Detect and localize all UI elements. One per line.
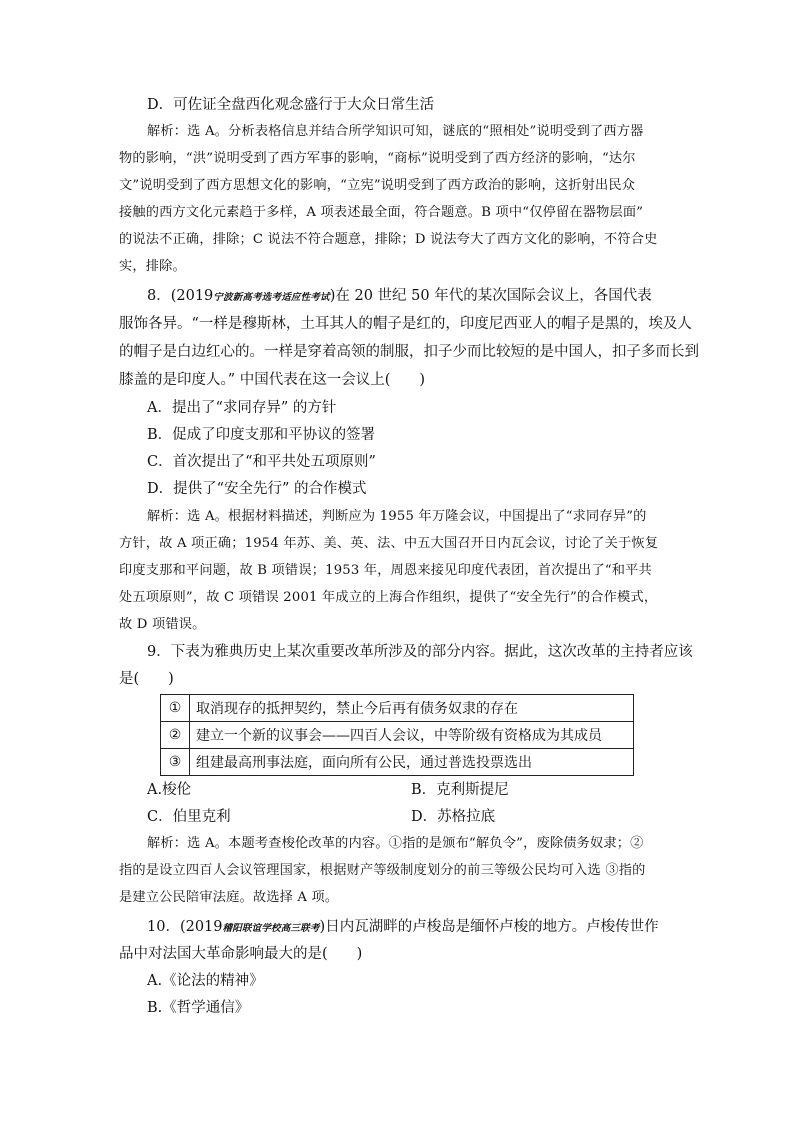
q9-analysis-line: 是建立公民陪审法庭。故选择 A 项。 [119, 890, 339, 905]
q9-option-d: D．苏格拉底 [411, 809, 496, 825]
table-row [161, 695, 634, 722]
q8-number: 8．(2019 [147, 288, 214, 304]
q8-analysis-line: 印度支那和平问题，故 B 项错误；1953 年，周恩来接见印度代表团，首次提出了“和平共 [119, 563, 652, 578]
table-row-number: ② [161, 722, 190, 749]
q8-analysis-line: 处五项原则”，故 C 项错误 2001 年成立的上海合作组织，提供了“安全先行”的合作模式， [119, 590, 658, 605]
q7-option-d: D．可佐证全盘西化观念盛行于大众日常生活 [147, 97, 435, 113]
q8-option-b: B．促成了印度支那和平协议的签署 [147, 427, 376, 443]
q8-analysis-line: 解析：选 A。根据材料描述，判断应为 1955 年万隆会议，中国提出了“求同存异”的 [147, 509, 647, 524]
q8-option-d: D．提供了“安全先行” 的合作模式 [147, 481, 367, 497]
q10-option-a: A.《论法的精神》 [147, 973, 264, 989]
q9-option-a: A.梭伦 [147, 782, 192, 798]
q8-stem-line: 的帽子是白边红心的。一样是穿着高领的制服，扣子少而比较短的是中国人，扣子多而长到 [119, 344, 699, 360]
q8-option-c: C．首次提出了“和平共处五项原则” [147, 454, 376, 470]
q7-analysis-line: 的说法不正确，排除；C 说法不符合题意，排除；D 说法夸大了西方文化的影响，不符合史 [119, 232, 658, 247]
q9-analysis-line: 指的是设立四百人会议管理国家，根据财产等级制度划分的前三等级公民均可入选 ③指的 [119, 863, 646, 878]
q7-analysis-line: 接触的西方文化元素趋于多样，A 项表述最全面，符合题意。B 项中“仅停留在器物层面” [119, 205, 644, 220]
q7-analysis-line: 物的影响，“洪”说明受到了西方军事的影响，“商标”说明受到了西方经济的影响，“达尔 [119, 151, 636, 166]
q7-analysis-line: 实，排除。 [119, 259, 186, 274]
q7-analysis-line: 解析：选 A。分析表格信息并结合所学知识可知，谜底的“照相处”说明受到了西方器 [147, 124, 644, 139]
q10-stem-line: 品中对法国大革命影响最大的是( ) [119, 946, 363, 962]
q10-option-b: B.《哲学通信》 [147, 1000, 250, 1016]
q9-stem-line: 9．下表为雅典历史上某次重要改革所涉及的部分内容。据此，这次改革的主持者应该 [147, 644, 693, 660]
q9-analysis-line: 解析：选 A。本题考查梭伦改革的内容。①指的是颁布“解负令”，废除债务奴隶；② [147, 836, 644, 851]
q10-stem-rest: )日内瓦湖畔的卢梭岛是缅怀卢梭的地方。卢梭传世作 [319, 919, 659, 935]
q10-number: 10．(2019 [147, 919, 223, 935]
q8-option-a: A．提出了“求同存异” 的方针 [147, 400, 337, 416]
table-row-text: 取消现存的抵押契约，禁止今后再有债务奴隶的存在 [190, 695, 634, 722]
table-row-number: ③ [161, 749, 190, 776]
q8-stem-rest: )在 20 世纪 50 年代的某次国际会议上，各国代表 [329, 288, 652, 304]
q10-stem-first [147, 916, 659, 940]
q8-source: 宁波新高考选考适应性考试 [213, 292, 330, 303]
table-row-number: ① [161, 695, 190, 722]
table-row [161, 722, 634, 749]
q8-analysis-line: 故 D 项错误。 [119, 617, 206, 632]
q8-stem-line: 膝盖的是印度人。” 中国代表在这一会议上( ) [119, 372, 426, 388]
q9-option-c: C．伯里克利 [147, 809, 231, 825]
q9-option-b: B．克利斯提尼 [411, 782, 509, 798]
q8-stem-first [147, 285, 652, 309]
q8-stem-line: 服饰各异。“一样是穆斯林，土耳其人的帽子是红的，印度尼西亚人的帽子是黑的，埃及人 [119, 316, 692, 332]
q10-source: 稽阳联谊学校高三联考 [222, 923, 320, 934]
reform-table [160, 694, 634, 776]
table-row-text: 组建最高刑事法庭，面向所有公民，通过普选投票选出 [190, 749, 634, 776]
q8-analysis-line: 方针，故 A 项正确；1954 年苏、美、英、法、中五大国召开日内瓦会议，讨论了关于恢复 [119, 536, 659, 551]
q7-analysis-line: 文”说明受到了西方思想文化的影响，“立宪”说明受到了西方政治的影响，这折射出民众 [119, 178, 636, 193]
q9-stem-line: 是( ) [119, 671, 174, 687]
table-row [161, 749, 634, 776]
table-row-text: 建立一个新的议事会——四百人会议，中等阶级有资格成为其成员 [190, 722, 634, 749]
